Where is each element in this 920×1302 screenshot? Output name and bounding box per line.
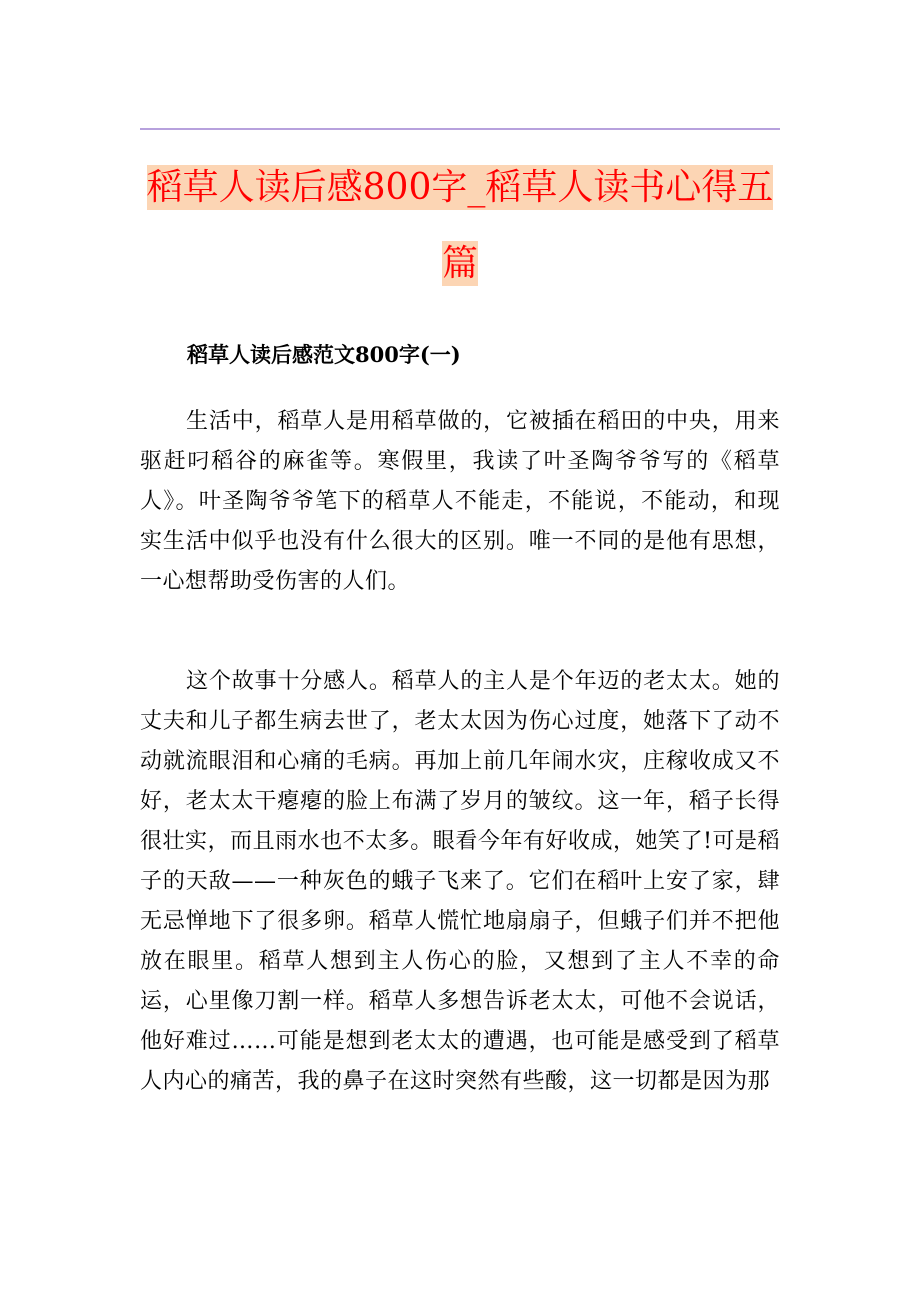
paragraph-1: 生活中，稻草人是用稻草做的，它被插在稻田的中央，用来驱赶叼稻谷的麻雀等。寒假里，我读了叶圣陶爷爷写的《稻草人》。叶圣陶爷爷笔下的稻草人不能走，不能说，不能动，和现实生活中似乎也没有什么很大的区别。唯一不同的是他有思想，一心想帮助受伤害的人们。 [140, 409, 780, 594]
section-heading: 稻草人读后感范文800字(一) [187, 342, 461, 367]
title-line-1: 稻草人读后感800字_稻草人读书心得五 [146, 167, 774, 208]
document-title [140, 150, 780, 302]
paragraph-2: 这个故事十分感人。稻草人的主人是个年迈的老太太。她的丈夫和儿子都生病去世了，老太太因为伤心过度，她落下了动不动就流眼泪和心痛的毛病。再加上前几年闹水灾，庄稼收成又不好，老太太干瘪瘪的脸上布满了岁月的皱纹。这一年，稻子长得很壮实，而且雨水也不太多。眼看今年有好收成，她笑了!可是稻子的天敌——一种灰色的蛾子飞来了。它们在稻叶上安了家，肆无忌惮地下了很多卵。稻草人慌忙地扇扇子，但蛾子们并不把他放在眼里。稻草人想到主人伤心的脸，又想到了主人不幸的命运，心里像刀割一样。稻草人多想告诉老太太，可他不会说话，他好难过……可能是想到老太太的遭遇，也可能是感受到了稻草人内心的痛苦，我的鼻子在这时突然有些酸，这一切都是因为那 [140, 669, 780, 1094]
header-rule [140, 128, 780, 130]
title-line-2: 篇 [441, 243, 478, 284]
